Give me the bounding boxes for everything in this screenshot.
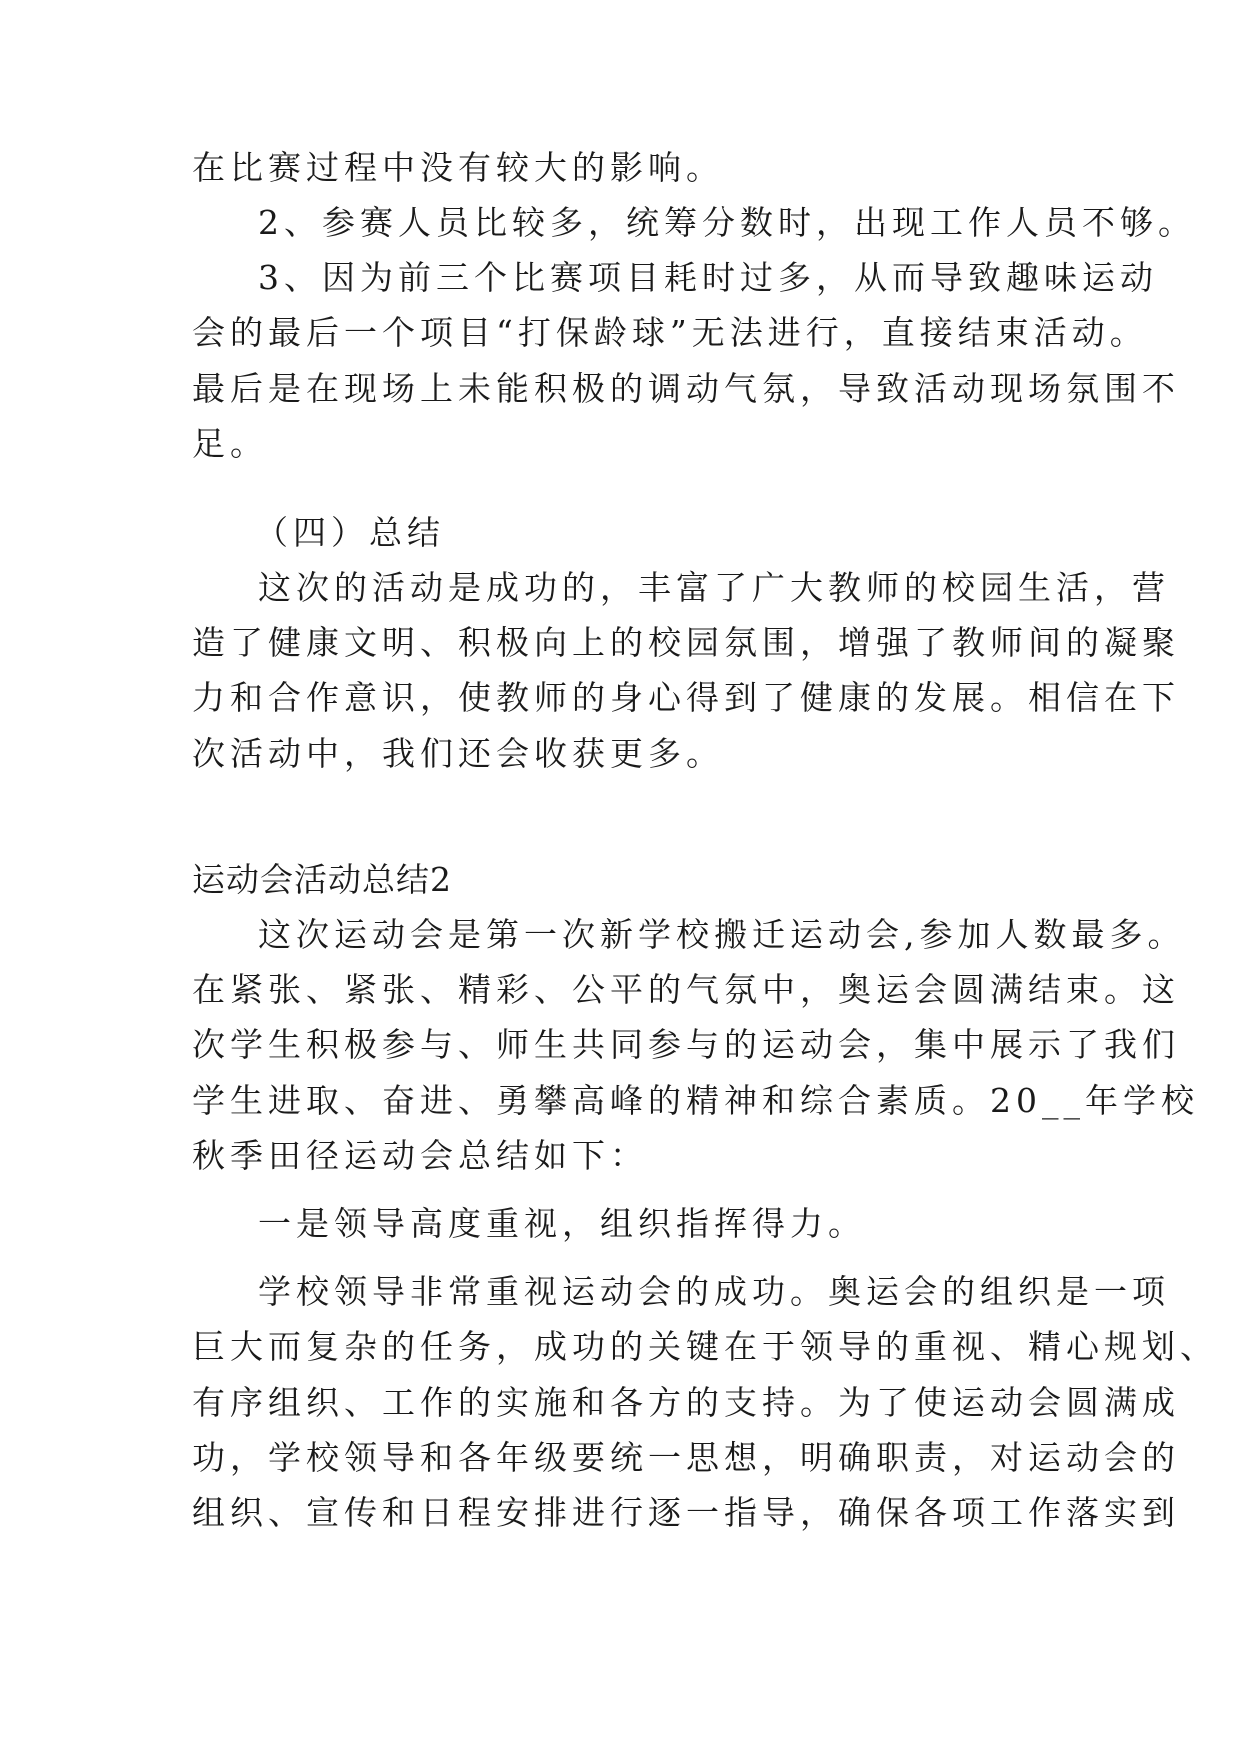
text-line: 造了健康文明、积极向上的校园氛围，增强了教师间的凝聚: [192, 623, 1180, 662]
text-line: 秋季田径运动会总结如下：: [192, 1136, 648, 1175]
text-line: 在比赛过程中没有较大的影响。: [192, 148, 724, 187]
text-line: 次活动中，我们还会收获更多。: [192, 734, 724, 773]
text-line: 有序组织、工作的实施和各方的支持。为了使运动会圆满成: [192, 1383, 1180, 1422]
text-line: 学校领导非常重视运动会的成功。奥运会的组织是一项: [258, 1272, 1170, 1311]
text-line: 功，学校领导和各年级要统一思想，明确职责，对运动会的: [192, 1438, 1180, 1477]
text-line: 足。: [192, 424, 268, 463]
text-line: 最后是在现场上未能积极的调动气氛，导致活动现场氛围不: [192, 369, 1180, 408]
text-line: 会的最后一个项目“打保龄球”无法进行，直接结束活动。: [192, 313, 1148, 352]
subsection-heading: （四）总结: [255, 513, 445, 552]
text-line: 力和合作意识，使教师的身心得到了健康的发展。相信在下: [192, 678, 1180, 717]
text-line: 组织、宣传和日程安排进行逐一指导，确保各项工作落实到: [192, 1493, 1180, 1532]
text-line: 在紧张、紧张、精彩、公平的气氛中，奥运会圆满结束。这: [192, 970, 1180, 1009]
text-line: 这次的活动是成功的，丰富了广大教师的校园生活，营: [258, 568, 1170, 607]
text-line: 这次运动会是第一次新学校搬迁运动会,参加人数最多。: [258, 915, 1186, 954]
text-line: 学生进取、奋进、勇攀高峰的精神和综合素质。20__年学校: [192, 1081, 1199, 1120]
text-line: 次学生积极参与、师生共同参与的运动会，集中展示了我们: [192, 1025, 1180, 1064]
text-line: 巨大而复杂的任务，成功的关键在于领导的重视、精心规划、: [192, 1327, 1218, 1366]
text-line: 2、参赛人员比较多，统筹分数时，出现工作人员不够。: [258, 203, 1196, 242]
text-line: 3、因为前三个比赛项目耗时过多，从而导致趣味运动: [258, 258, 1158, 297]
section-title: 运动会活动总结2: [192, 860, 452, 899]
text-line: 一是领导高度重视，组织指挥得力。: [258, 1204, 866, 1243]
